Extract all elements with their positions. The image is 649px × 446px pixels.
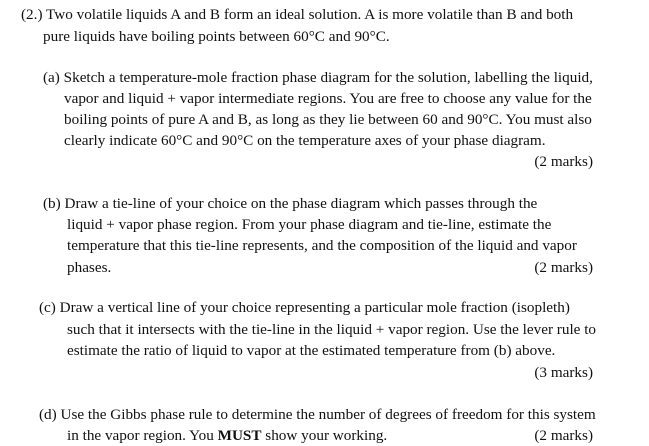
part-b-line-3: temperature that this tie-line represents, and the composition of the liquid and vapor	[67, 237, 577, 254]
part-a-line-4: clearly indicate 60°C and 90°C on the temperature axes of your phase diagram.	[64, 132, 546, 149]
part-d-emphasis-must: MUST	[217, 427, 262, 444]
part-c-marks: (3 marks)	[534, 364, 593, 381]
part-a-marks: (2 marks)	[534, 153, 593, 170]
part-d-line-2-text-after: show your working.	[261, 427, 388, 444]
part-a-line-2: vapor and liquid + vapor intermediate regions. You are free to choose any value for the	[64, 90, 592, 107]
part-d-line-2	[67, 425, 387, 446]
part-b-line-4: phases.	[67, 259, 112, 276]
part-b-line-2: liquid + vapor phase region. From your phase diagram and tie-line, estimate the	[67, 216, 552, 233]
part-a-line-3: boiling points of pure A and B, as long as they lie between 60 and 90°C. You must also	[64, 111, 592, 128]
part-d-line-1: (d) Use the Gibbs phase rule to determine the number of degrees of freedom for this system	[39, 406, 596, 423]
part-a-line-1: (a) Sketch a temperature-mole fraction phase diagram for the solution, labelling the liquid,	[43, 69, 593, 86]
part-c-line-2: such that it intersects with the tie-line in the liquid + vapor region. Use the lever rule to	[67, 321, 597, 338]
part-c-line-3: estimate the ratio of liquid to vapor at the estimated temperature from (b) above.	[67, 342, 556, 359]
part-d-line-2-text-before: in the vapor region. You	[67, 427, 218, 444]
question-intro-line-1: (2.) Two volatile liquids A and B form an ideal solution. A is more volatile than B and both	[21, 6, 574, 23]
part-b-marks: (2 marks)	[534, 259, 593, 276]
part-c-line-1: (c) Draw a vertical line of your choice representing a particular mole fraction (isopleth)	[39, 299, 570, 316]
part-b-line-1: (b) Draw a tie-line of your choice on the phase diagram which passes through the	[43, 195, 538, 212]
part-d-marks: (2 marks)	[534, 427, 593, 444]
question-intro-line-2: pure liquids have boiling points between 60°C and 90°C.	[43, 28, 390, 45]
